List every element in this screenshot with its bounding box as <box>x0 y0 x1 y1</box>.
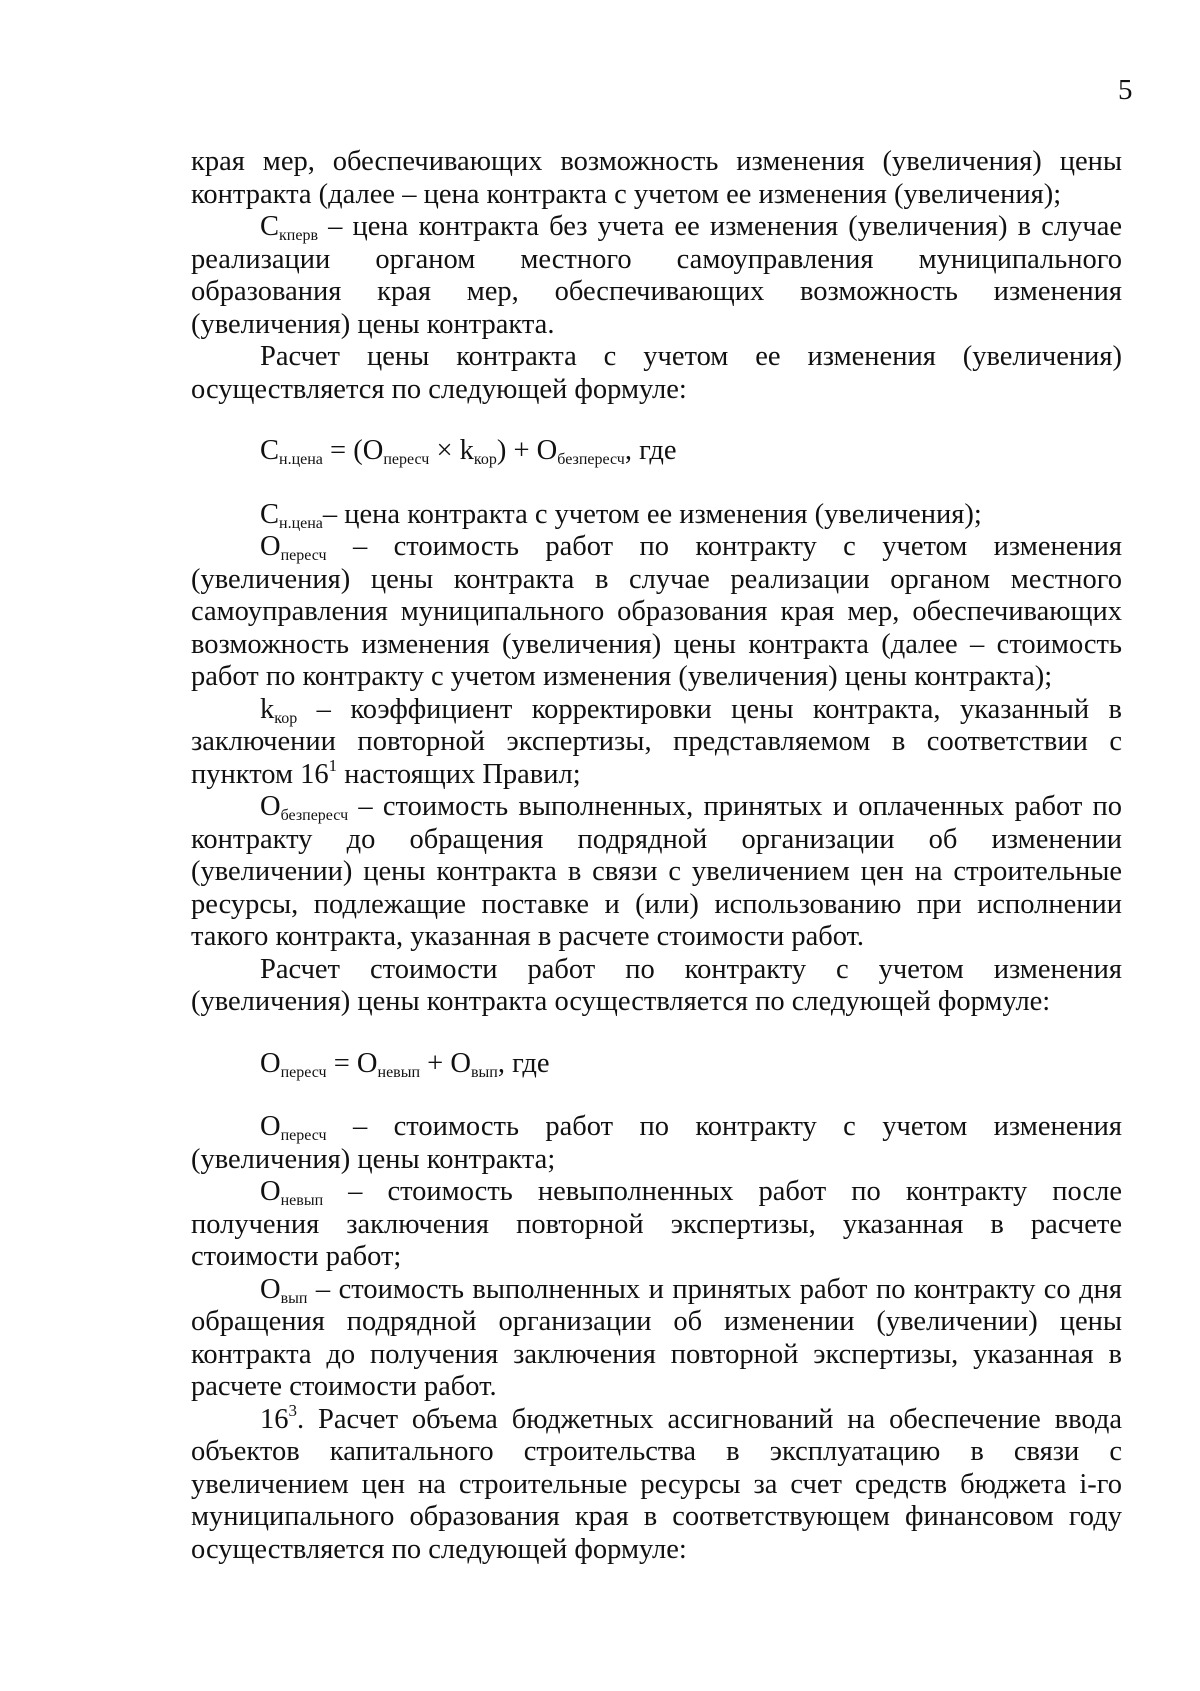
paragraph-formula-intro-2: Расчет стоимости работ по контракту с учетом изменения (увеличения) цены контракта осуществляется по следующей формуле: <box>191 953 1122 1017</box>
formula-new-price: $С_{н.цена} = (О_{пересч} \times k_{кор}) + О_{безпересч}$, где <box>260 435 677 468</box>
document-body <box>191 146 1122 1566</box>
clause-16-3: $16^3$. Расчет объема бюджетных ассигнований на обеспечение ввода объектов капитального строительства в эксплуатацию в связи с увеличением цен на строительные ресурсы за счет средств бюджета i-го муниципального образования края в соответствующем финансовом году осуществляется по следующей формуле: <box>191 1400 1122 1565</box>
definition-k-kor: $k_{кор}$ – коэффициент корректировки цены контракта, указанный в заключении повторной экспертизы, представляемом в соответствии с пунктом $16^1$ настоящих Правил; <box>191 693 1122 790</box>
paragraph-formula-intro: Расчет цены контракта с учетом ее изменения (увеличения) осуществляется по следующей формуле: <box>191 341 1122 405</box>
definition-o-pereschet-2: $О_{пересч}$ – стоимость работ по контракту с учетом изменения (увеличения) цены контракта; <box>191 1111 1122 1175</box>
page-number: 5 <box>1118 74 1133 106</box>
definition-o-nevyp: $О_{невып}$ – стоимость невыполненных работ по контракту после получения заключения повторной экспертизы, указанная в расчете стоимости работ; <box>191 1176 1122 1272</box>
definition-c-kperv: $С_{кперв}$ – цена контракта без учета ее изменения (увеличения) в случае реализации органом местного самоуправления муниципального образования края мер, обеспечивающих возможность изменения (увеличения) цены контракта. <box>191 211 1122 340</box>
symbol: С <box>260 211 280 242</box>
definition-o-vyp: $О_{вып}$ – стоимость выполненных и принятых работ по контракту со дня обращения подрядной организации об изменении (увеличении) цены контракта до получения заключения повторной экспертизы, указанная в расчете стоимости работ. <box>191 1273 1122 1402</box>
paragraph-continuation: края мер, обеспечивающих возможность изменения (увеличения) цены контракта (далее – цена контракта с учетом ее изменения (увеличения); <box>191 146 1122 210</box>
definition-c-new-price: $С_{н.цена}-$ цена контракта с учетом ее изменения (увеличения); <box>260 498 982 532</box>
formula-recalc-cost: $О_{пересч} = О_{невып} + О_{вып}$, где <box>260 1047 550 1081</box>
definition-o-pereschet: $О_{пересч}$ – стоимость работ по контракту с учетом изменения (увеличения) цены контракта в случае реализации органом местного самоуправления муниципального образования края мер, обеспечивающих возможность изменения (увеличения) цены контракта (далее – стоимость работ по контракту с учетом изменения (увеличения) цены контракта); <box>191 531 1122 692</box>
definition-o-bezpereschet: $О_{безпересч}$ – стоимость выполненных, принятых и оплаченных работ по контракту до обращения подрядной организации об изменении (увеличении) цены контракта в связи с увеличением цен на строительные ресурсы, подлежащие поставке и (или) использованию при исполнении такого контракта, указанная в расчете стоимости работ. <box>191 791 1122 952</box>
